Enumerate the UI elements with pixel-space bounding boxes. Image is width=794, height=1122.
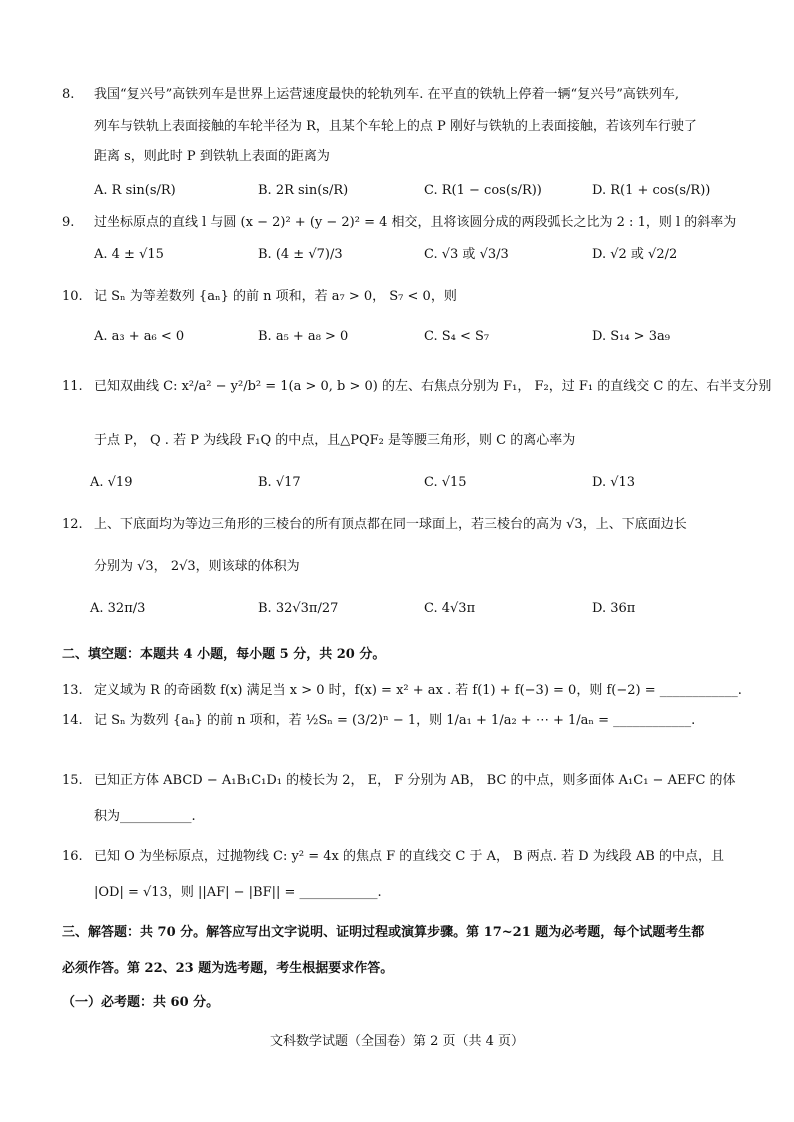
question-number: 10. — [62, 289, 83, 304]
page-footer: 文科数学试题（全国卷）第 2 页（共 4 页） — [269, 1034, 525, 1049]
question-number: 14. — [62, 713, 83, 728]
question-number: 15. — [62, 773, 83, 788]
question-text: 分别为 √3， 2√3，则该球的体积为 — [94, 559, 300, 574]
question-text: 记 Sₙ 为等差数列 {aₙ} 的前 n 项和，若 a₇ > 0， S₇ < 0，则 — [94, 289, 457, 304]
option-a: A. R sin(s/R) — [94, 183, 176, 198]
option-d: D. √13 — [592, 475, 636, 490]
option-a: A. √19 — [90, 475, 133, 490]
question-text: 过坐标原点的直线 l 与圆 (x − 2)² + (y − 2)² = 4 相交，且将该圆分成的两段弧长之比为 2 : 1，则 l 的斜率为 — [94, 215, 737, 230]
question-text: 距离 s，则此时 P 到铁轨上表面的距离为 — [94, 149, 330, 164]
option-d: D. R(1 + cos(s/R)) — [592, 183, 711, 198]
option-d: D. S₁₄ > 3a₉ — [592, 329, 670, 344]
option-c: C. 4√3π — [424, 601, 476, 616]
option-b: B. 2R sin(s/R) — [258, 183, 349, 198]
question-text: |OD| = √13，则 ||AF| − |BF|| = ____________. — [94, 885, 382, 900]
question-text: 定义域为 R 的奇函数 f(x) 满足当 x > 0 时，f(x) = x² + ax . 若 f(1) + f(−3) = 0，则 f(−2) = ____________. — [94, 683, 742, 698]
option-d: D. 36π — [592, 601, 636, 616]
option-c: C. √15 — [424, 475, 467, 490]
question-text: 已知 O 为坐标原点，过抛物线 C: y² = 4x 的焦点 F 的直线交 C 于 A， B 两点. 若 D 为线段 AB 的中点，且 — [94, 849, 724, 864]
question-text: 已知正方体 ABCD − A₁B₁C₁D₁ 的棱长为 2， E， F 分别为 AB， BC 的中点，则多面体 A₁C₁ − AEFC 的体 — [94, 773, 736, 788]
option-a: A. 32π/3 — [90, 601, 146, 616]
question-number: 11. — [62, 379, 83, 394]
subsection-heading: （一）必考题：共 60 分。 — [62, 995, 220, 1010]
question-text: 上、下底面均为等边三角形的三棱台的所有顶点都在同一球面上，若三棱台的高为 √3，上、下底面边长 — [94, 517, 687, 532]
option-d: D. √2 或 √2/2 — [592, 247, 678, 262]
question-text: 记 Sₙ 为数列 {aₙ} 的前 n 项和，若 ½Sₙ = (3/2)ⁿ − 1，则 1/a₁ + 1/a₂ + ⋯ + 1/aₙ = ____________. — [94, 713, 696, 728]
option-c: C. R(1 − cos(s/R)) — [424, 183, 542, 198]
question-number: 12. — [62, 517, 83, 532]
question-number: 13. — [62, 683, 83, 698]
section-heading: 二、填空题：本题共 4 小题，每小题 5 分，共 20 分。 — [62, 647, 386, 662]
question-number: 8. — [62, 87, 75, 102]
option-b: B. (4 ± √7)/3 — [258, 247, 343, 262]
question-text: 于点 P， Q . 若 P 为线段 F₁Q 的中点，且△PQF₂ 是等腰三角形，则 C 的离心率为 — [94, 433, 576, 448]
option-b: B. a₅ + a₈ > 0 — [258, 329, 349, 344]
option-a: A. 4 ± √15 — [94, 247, 164, 262]
question-text: 我国“复兴号”高铁列车是世界上运营速度最快的轮轨列车. 在平直的铁轨上停着一辆“复兴号”高铁列车, — [94, 87, 679, 102]
section-heading: 三、解答题：共 70 分。解答应写出文字说明、证明过程或演算步骤。第 17~21 题为必考题，每个试题考生都 — [62, 925, 705, 940]
option-a: A. a₃ + a₆ < 0 — [94, 329, 185, 344]
question-number: 16. — [62, 849, 83, 864]
section-heading-cont: 必须作答。第 22、23 题为选考题，考生根据要求作答。 — [62, 961, 394, 976]
question-text: 已知双曲线 C: x²/a² − y²/b² = 1(a > 0, b > 0) 的左、右焦点分别为 F₁， F₂，过 F₁ 的直线交 C 的左、右半支分别 — [94, 379, 772, 394]
question-text: 列车与铁轨上表面接触的车轮半径为 R，且某个车轮上的点 P 刚好与铁轨的上表面接触，若该列车行驶了 — [94, 119, 697, 134]
question-text: 积为___________. — [94, 809, 196, 824]
option-b: B. 32√3π/27 — [258, 601, 339, 616]
option-c: C. √3 或 √3/3 — [424, 247, 509, 262]
question-number: 9. — [62, 215, 75, 230]
option-b: B. √17 — [258, 475, 301, 490]
option-c: C. S₄ < S₇ — [424, 329, 490, 344]
